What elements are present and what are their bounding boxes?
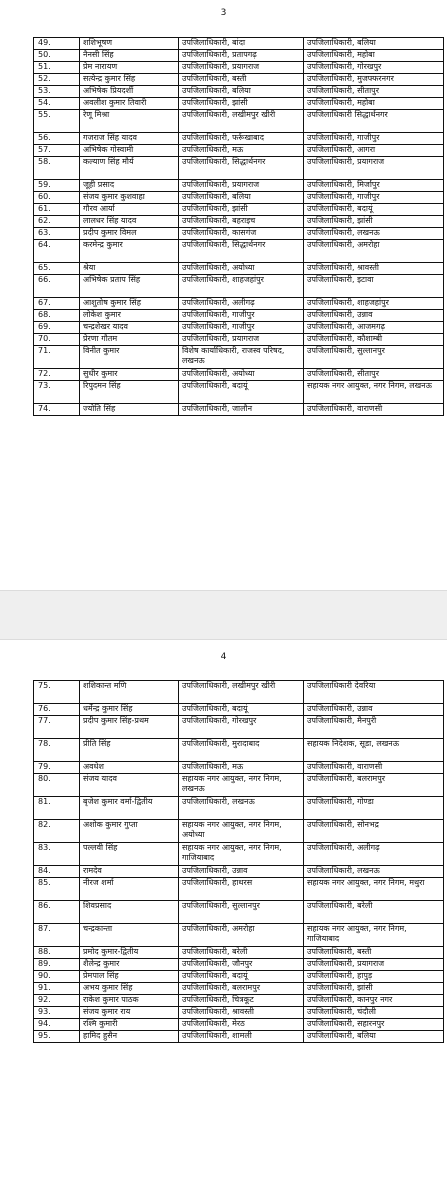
- cell-n: 58.: [34, 157, 80, 180]
- cell-from: उपजिलाधिकारी, प्रतापगढ़: [179, 50, 304, 62]
- cell-from: उपजिलाधिकारी, लखीमपुर खीरी: [179, 110, 304, 133]
- cell-to: उपजिलाधिकारी, कानपुर नगर: [304, 995, 444, 1007]
- cell-n: 73.: [34, 381, 80, 404]
- cell-from: उपजिलाधिकारी, बदायूं: [179, 381, 304, 404]
- cell-from: उपजिलाधिकारी, उन्नाव: [179, 866, 304, 878]
- cell-to: सहायक निदेशक, सूडा, लखनऊ: [304, 739, 444, 762]
- cell-from: उपजिलाधिकारी, चित्रकूट: [179, 995, 304, 1007]
- cell-to: उपजिलाधिकारी, झांसी: [304, 983, 444, 995]
- cell-n: 50.: [34, 50, 80, 62]
- cell-name: नीरज शर्मा: [80, 878, 179, 901]
- cell-name: लालधर सिंह यादव: [80, 216, 179, 228]
- document-page-3: [0, 0, 447, 590]
- cell-n: 64.: [34, 240, 80, 263]
- cell-to: उपजिलाधिकारी, बस्ती: [304, 947, 444, 959]
- cell-name: चन्द्रशेखर यादव: [80, 322, 179, 334]
- cell-n: 59.: [34, 180, 80, 192]
- cell-name: विनीत कुमार: [80, 346, 179, 369]
- cell-from: उपजिलाधिकारी, बलिया: [179, 192, 304, 204]
- cell-n: 63.: [34, 228, 80, 240]
- table-row: [34, 228, 444, 240]
- cell-name: अभिषेक प्रताप सिंह: [80, 275, 179, 298]
- table-row: [34, 180, 444, 192]
- cell-n: 67.: [34, 298, 80, 310]
- cell-n: 77.: [34, 716, 80, 739]
- cell-n: 68.: [34, 310, 80, 322]
- table-row: [34, 947, 444, 959]
- table-row: [34, 983, 444, 995]
- cell-name: शिवप्रसाद: [80, 901, 179, 924]
- cell-from: उपजिलाधिकारी, सिद्धार्थनगर: [179, 240, 304, 263]
- table-row: [34, 820, 444, 843]
- cell-to: उपजिलाधिकारी, गाजीपुर: [304, 133, 444, 145]
- cell-to: उपजिलाधिकारी देवरिया: [304, 681, 444, 704]
- cell-to: उपजिलाधिकारी, कौशाम्बी: [304, 334, 444, 346]
- cell-n: 53.: [34, 86, 80, 98]
- table-row: [34, 762, 444, 774]
- cell-n: 52.: [34, 74, 80, 86]
- table-row: [34, 98, 444, 110]
- cell-to: उपजिलाधिकारी, शाहजहांपुर: [304, 298, 444, 310]
- cell-n: 94.: [34, 1019, 80, 1031]
- cell-n: 83.: [34, 843, 80, 866]
- cell-name: अवलीश कुमार तिवारी: [80, 98, 179, 110]
- cell-to: उपजिलाधिकारी, महोबा: [304, 98, 444, 110]
- cell-name: अभिषेक प्रियदर्शी: [80, 86, 179, 98]
- cell-to: उपजिलाधिकारी, मुजफ्फरनगर: [304, 74, 444, 86]
- cell-from: सहायक नगर आयुक्त, नगर निगम, अयोध्या: [179, 820, 304, 843]
- cell-name: गजराज सिंह यादव: [80, 133, 179, 145]
- cell-name: धर्मेन्द्र कुमार सिंह: [80, 704, 179, 716]
- cell-n: 55.: [34, 110, 80, 133]
- table-row: [34, 298, 444, 310]
- cell-n: 86.: [34, 901, 80, 924]
- document-page-4: [0, 640, 447, 1200]
- cell-to: उपजिलाधिकारी, बदायूं: [304, 204, 444, 216]
- cell-n: 54.: [34, 98, 80, 110]
- cell-from: उपजिलाधिकारी, जौनपुर: [179, 959, 304, 971]
- cell-from: उपजिलाधिकारी, शामली: [179, 1031, 304, 1043]
- cell-name: रेणू मिश्रा: [80, 110, 179, 133]
- cell-name: जूही प्रसाद: [80, 180, 179, 192]
- cell-to: सहायक नगर आयुक्त, नगर निगम, गाजियाबाद: [304, 924, 444, 947]
- cell-to: उपजिलाधिकारी, अलीगढ़: [304, 843, 444, 866]
- cell-from: उपजिलाधिकारी, मऊ: [179, 762, 304, 774]
- cell-from: उपजिलाधिकारी, बदायूं: [179, 971, 304, 983]
- cell-from: सहायक नगर आयुक्त, नगर निगम, लखनऊ: [179, 774, 304, 797]
- cell-to: उपजिलाधिकारी, श्रावस्ती: [304, 263, 444, 275]
- cell-name: शशिभूषण: [80, 38, 179, 50]
- cell-to: उपजिलाधिकारी, सीतापुर: [304, 369, 444, 381]
- cell-from: उपजिलाधिकारी, अयोध्या: [179, 369, 304, 381]
- cell-from: उपजिलाधिकारी, झांसी: [179, 98, 304, 110]
- table-row: [34, 404, 444, 416]
- cell-from: उपजिलाधिकारी, प्रयागराज: [179, 62, 304, 74]
- cell-name: शैलेन्द्र कुमार: [80, 959, 179, 971]
- table-row: [34, 716, 444, 739]
- cell-from: उपजिलाधिकारी, बलिया: [179, 86, 304, 98]
- cell-n: 93.: [34, 1007, 80, 1019]
- page-separator: [0, 590, 447, 640]
- cell-to: उपजिलाधिकारी, इटावा: [304, 275, 444, 298]
- cell-n: 72.: [34, 369, 80, 381]
- cell-from: उपजिलाधिकारी, कासगंज: [179, 228, 304, 240]
- cell-n: 61.: [34, 204, 80, 216]
- cell-to: उपजिलाधिकारी, महोबा: [304, 50, 444, 62]
- cell-n: 85.: [34, 878, 80, 901]
- cell-to: उपजिलाधिकारी, बलिया: [304, 38, 444, 50]
- cell-n: 75.: [34, 681, 80, 704]
- cell-to: सहायक नगर आयुक्त, नगर निगम, लखनऊ: [304, 381, 444, 404]
- cell-name: सत्येन्द्र कुमार सिंह: [80, 74, 179, 86]
- cell-name: पल्लवी सिंह: [80, 843, 179, 866]
- cell-from: उपजिलाधिकारी, अलीगढ़: [179, 298, 304, 310]
- cell-name: लोकेश कुमार: [80, 310, 179, 322]
- cell-name: संजय यादव: [80, 774, 179, 797]
- table-row: [34, 86, 444, 98]
- table-row: [34, 1007, 444, 1019]
- cell-n: 92.: [34, 995, 80, 1007]
- table-row: [34, 50, 444, 62]
- cell-to: उपजिलाधिकारी, बरेली: [304, 901, 444, 924]
- cell-from: उपजिलाधिकारी, सुल्तानपुर: [179, 901, 304, 924]
- cell-from: उपजिलाधिकारी, अयोध्या: [179, 263, 304, 275]
- cell-n: 74.: [34, 404, 80, 416]
- cell-from: उपजिलाधिकारी, जालौन: [179, 404, 304, 416]
- cell-to: उपजिलाधिकारी, गोरखपुर: [304, 62, 444, 74]
- transfer-table-body: [34, 681, 444, 1043]
- cell-name: रामदेव: [80, 866, 179, 878]
- cell-n: 62.: [34, 216, 80, 228]
- cell-name: करमेन्द्र कुमार: [80, 240, 179, 263]
- table-row: [34, 157, 444, 180]
- cell-from: उपजिलाधिकारी, झांसी: [179, 204, 304, 216]
- cell-n: 87.: [34, 924, 80, 947]
- cell-from: उपजिलाधिकारी, बांदा: [179, 38, 304, 50]
- cell-name: प्रमोद कुमार-द्वितीय: [80, 947, 179, 959]
- cell-to: उपजिलाधिकारी, बलिया: [304, 1031, 444, 1043]
- cell-from: उपजिलाधिकारी, हाथरस: [179, 878, 304, 901]
- cell-n: 90.: [34, 971, 80, 983]
- cell-from: उपजिलाधिकारी, अमरोहा: [179, 924, 304, 947]
- cell-to: उपजिलाधिकारी, आजमगढ़: [304, 322, 444, 334]
- table-row: [34, 346, 444, 369]
- table-row: [34, 38, 444, 50]
- cell-name: कल्याण सिंह मौर्य: [80, 157, 179, 180]
- table-row: [34, 843, 444, 866]
- cell-from: उपजिलाधिकारी, बलरामपुर: [179, 983, 304, 995]
- transfer-table-body: [34, 38, 444, 416]
- cell-from: सहायक नगर आयुक्त, नगर निगम, गाजियाबाद: [179, 843, 304, 866]
- cell-to: उपजिलाधिकारी, चंदौली: [304, 1007, 444, 1019]
- cell-to: उपजिलाधिकारी, अमरोहा: [304, 240, 444, 263]
- page-number: 4: [220, 652, 227, 662]
- cell-n: 76.: [34, 704, 80, 716]
- cell-n: 49.: [34, 38, 80, 50]
- cell-n: 89.: [34, 959, 80, 971]
- cell-name: रिपुदमन सिंह: [80, 381, 179, 404]
- cell-name: संजय कुमार कुशवाहा: [80, 192, 179, 204]
- cell-to: उपजिलाधिकारी, गाजीपुर: [304, 192, 444, 204]
- cell-n: 66.: [34, 275, 80, 298]
- cell-to: उपजिलाधिकारी, सीतापुर: [304, 86, 444, 98]
- cell-name: चन्द्रकान्ता: [80, 924, 179, 947]
- cell-name: प्रेमपाल सिंह: [80, 971, 179, 983]
- cell-from: उपजिलाधिकारी, मुरादाबाद: [179, 739, 304, 762]
- cell-name: आशुतोष कुमार सिंह: [80, 298, 179, 310]
- table-row: [34, 216, 444, 228]
- cell-name: नैनसी सिंह: [80, 50, 179, 62]
- table-row: [34, 369, 444, 381]
- cell-n: 70.: [34, 334, 80, 346]
- table-row: [34, 704, 444, 716]
- cell-name: अवधेश: [80, 762, 179, 774]
- cell-from: उपजिलाधिकारी, प्रयागराज: [179, 334, 304, 346]
- cell-from: उपजिलाधिकारी, बरेली: [179, 947, 304, 959]
- cell-n: 79.: [34, 762, 80, 774]
- table-row: [34, 866, 444, 878]
- table-row: [34, 797, 444, 820]
- cell-from: उपजिलाधिकारी, मऊ: [179, 145, 304, 157]
- cell-to: उपजिलाधिकारी, वाराणसी: [304, 762, 444, 774]
- cell-n: 65.: [34, 263, 80, 275]
- table-row: [34, 924, 444, 947]
- table-row: [34, 774, 444, 797]
- table-row: [34, 204, 444, 216]
- cell-n: 84.: [34, 866, 80, 878]
- cell-name: प्रेरणा गौतम: [80, 334, 179, 346]
- cell-to: उपजिलाधिकारी, सुल्तानपुर: [304, 346, 444, 369]
- cell-to: उपजिलाधिकारी, लखनऊ: [304, 866, 444, 878]
- table-row: [34, 240, 444, 263]
- table-row: [34, 1019, 444, 1031]
- cell-from: उपजिलाधिकारी, शाहजहांपुर: [179, 275, 304, 298]
- cell-from: उपजिलाधिकारी, गोरखपुर: [179, 716, 304, 739]
- table-row: [34, 133, 444, 145]
- cell-n: 51.: [34, 62, 80, 74]
- table-row: [34, 1031, 444, 1043]
- cell-n: 88.: [34, 947, 80, 959]
- cell-from: उपजिलाधिकारी, बस्ती: [179, 74, 304, 86]
- cell-to: उपजिलाधिकारी, लखनऊ: [304, 228, 444, 240]
- cell-from: उपजिलाधिकारी, बहराइच: [179, 216, 304, 228]
- table-row: [34, 110, 444, 133]
- table-row: [34, 62, 444, 74]
- transfer-table: [33, 37, 444, 416]
- cell-name: बृजेश कुमार वर्मा-द्वितीय: [80, 797, 179, 820]
- cell-name: हामिद हुसैन: [80, 1031, 179, 1043]
- cell-to: उपजिलाधिकारी सिद्धार्थनगर: [304, 110, 444, 133]
- cell-to: उपजिलाधिकारी, उन्नाव: [304, 704, 444, 716]
- cell-name: प्रदीप कुमार विमल: [80, 228, 179, 240]
- cell-from: उपजिलाधिकारी, मेरठ: [179, 1019, 304, 1031]
- cell-name: अशोक कुमार गुप्ता: [80, 820, 179, 843]
- cell-n: 60.: [34, 192, 80, 204]
- cell-from: उपजिलाधिकारी, श्रावस्ती: [179, 1007, 304, 1019]
- cell-name: प्रीति सिंह: [80, 739, 179, 762]
- table-row: [34, 145, 444, 157]
- cell-to: उपजिलाधिकारी, प्रयागराज: [304, 157, 444, 180]
- cell-to: उपजिलाधिकारी, बलरामपुर: [304, 774, 444, 797]
- cell-name: अभय कुमार सिंह: [80, 983, 179, 995]
- cell-n: 82.: [34, 820, 80, 843]
- table-row: [34, 971, 444, 983]
- table-row: [34, 310, 444, 322]
- table-row: [34, 959, 444, 971]
- cell-name: संजय कुमार राय: [80, 1007, 179, 1019]
- cell-from: उपजिलाधिकारी, गाजीपुर: [179, 310, 304, 322]
- cell-name: रश्मि कुमारी: [80, 1019, 179, 1031]
- cell-to: सहायक नगर आयुक्त, नगर निगम, मथुरा: [304, 878, 444, 901]
- page-number: 3: [220, 8, 227, 18]
- cell-to: उपजिलाधिकारी, वाराणसी: [304, 404, 444, 416]
- cell-name: राकेश कुमार पाठक: [80, 995, 179, 1007]
- cell-to: उपजिलाधिकारी, हापुड़: [304, 971, 444, 983]
- cell-name: प्रदीप कुमार सिंह-प्रथम: [80, 716, 179, 739]
- cell-name: ज्योति सिंह: [80, 404, 179, 416]
- table-row: [34, 192, 444, 204]
- table-row: [34, 381, 444, 404]
- cell-to: उपजिलाधिकारी, मिर्जापुर: [304, 180, 444, 192]
- cell-n: 69.: [34, 322, 80, 334]
- table-row: [34, 263, 444, 275]
- cell-name: अभिषेक गोस्वामी: [80, 145, 179, 157]
- cell-from: उपजिलाधिकारी, सिद्धार्थनगर: [179, 157, 304, 180]
- cell-n: 78.: [34, 739, 80, 762]
- cell-n: 56.: [34, 133, 80, 145]
- table-row: [34, 878, 444, 901]
- cell-from: विशेष कार्याधिकारी, राजस्व परिषद, लखनऊ: [179, 346, 304, 369]
- cell-from: उपजिलाधिकारी, लखीमपुर खीरी: [179, 681, 304, 704]
- cell-name: सुधीर कुमार: [80, 369, 179, 381]
- cell-n: 81.: [34, 797, 80, 820]
- cell-name: प्रेम नारायण: [80, 62, 179, 74]
- cell-to: उपजिलाधिकारी, झांसी: [304, 216, 444, 228]
- cell-n: 95.: [34, 1031, 80, 1043]
- table-row: [34, 334, 444, 346]
- table-row: [34, 681, 444, 704]
- cell-n: 57.: [34, 145, 80, 157]
- transfer-table: [33, 680, 444, 1043]
- cell-to: उपजिलाधिकारी, प्रयागराज: [304, 959, 444, 971]
- table-row: [34, 739, 444, 762]
- cell-from: उपजिलाधिकारी, प्रयागराज: [179, 180, 304, 192]
- table-row: [34, 74, 444, 86]
- cell-to: उपजिलाधिकारी, गोण्डा: [304, 797, 444, 820]
- cell-to: उपजिलाधिकारी, आगरा: [304, 145, 444, 157]
- table-row: [34, 995, 444, 1007]
- cell-from: उपजिलाधिकारी, फर्रूखाबाद: [179, 133, 304, 145]
- cell-n: 91.: [34, 983, 80, 995]
- cell-name: गौरव आर्या: [80, 204, 179, 216]
- cell-to: उपजिलाधिकारी, सोनभद्र: [304, 820, 444, 843]
- cell-to: उपजिलाधिकारी, सहारनपुर: [304, 1019, 444, 1031]
- cell-to: उपजिलाधिकारी, मैनपुरी: [304, 716, 444, 739]
- cell-n: 71.: [34, 346, 80, 369]
- cell-from: उपजिलाधिकारी, गाजीपुर: [179, 322, 304, 334]
- cell-name: श्रेया: [80, 263, 179, 275]
- table-row: [34, 275, 444, 298]
- cell-to: उपजिलाधिकारी, उन्नाव: [304, 310, 444, 322]
- table-row: [34, 901, 444, 924]
- cell-n: 80.: [34, 774, 80, 797]
- table-row: [34, 322, 444, 334]
- cell-name: शशिकान्त मणि: [80, 681, 179, 704]
- cell-from: उपजिलाधिकारी, बदायूं: [179, 704, 304, 716]
- cell-from: उपजिलाधिकारी, लखनऊ: [179, 797, 304, 820]
